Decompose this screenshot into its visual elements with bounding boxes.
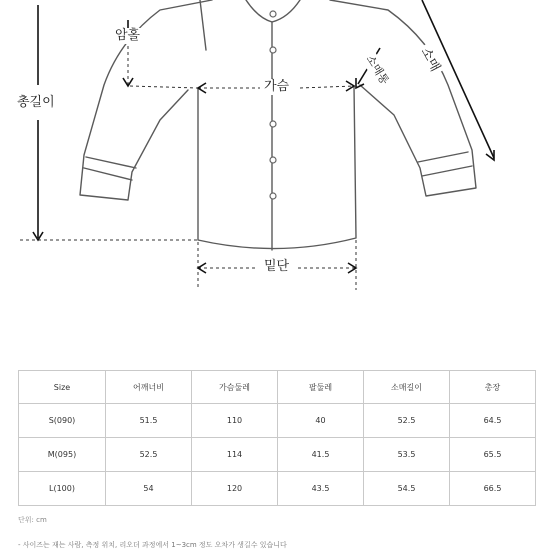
label-hem: 밑단 (261, 259, 292, 275)
size-cell: L(100) (19, 472, 106, 506)
measure-arrows (33, 0, 494, 273)
header-size: Size (19, 371, 106, 404)
size-disclaimer: - 사이즈는 재는 사람, 측정 위치, 리오더 과정에서 1~3cm 정도 오차가 생길수 있습니다 (18, 541, 287, 549)
button-icon (270, 47, 276, 53)
table-header-row (19, 371, 536, 404)
header-sleeve-length: 소매길이 (364, 371, 450, 404)
arm-cell: 40 (278, 404, 364, 438)
button-icon (270, 157, 276, 163)
total-length-cell: 65.5 (450, 438, 536, 472)
label-sleeve: 소매 (415, 43, 444, 78)
arm-cell: 43.5 (278, 472, 364, 506)
buttons (270, 11, 276, 199)
label-sleeve-width: 소매통 (360, 50, 394, 91)
chest-cell: 114 (192, 438, 278, 472)
table-row (19, 438, 536, 472)
measure-guides (20, 40, 356, 290)
left-sleeve-outline (80, 0, 212, 200)
table-row (19, 472, 536, 506)
right-cuff-outline (418, 152, 472, 176)
shoulder-width-cell: 52.5 (106, 438, 192, 472)
total-length-cell: 64.5 (450, 404, 536, 438)
right-sleeve-outline (330, 0, 476, 196)
header-shoulder-width: 어깨너비 (106, 371, 192, 404)
shoulder-width-cell: 51.5 (106, 404, 192, 438)
header-chest: 가슴둘레 (192, 371, 278, 404)
size-cell: S(090) (19, 404, 106, 438)
seam-line (200, 0, 206, 50)
sleeve-length-cell: 54.5 (364, 472, 450, 506)
header-arm: 팔둘레 (278, 371, 364, 404)
shoulder-width-cell: 54 (106, 472, 192, 506)
label-total-length: 총길이 (14, 95, 58, 111)
button-icon (270, 11, 276, 17)
unit-note: 단위: cm (18, 516, 47, 524)
sleeve-length-cell: 53.5 (364, 438, 450, 472)
sleeve-length-cell: 52.5 (364, 404, 450, 438)
header-total-length: 총장 (450, 371, 536, 404)
chest-cell: 120 (192, 472, 278, 506)
body-outline (198, 86, 356, 249)
total-length-cell: 66.5 (450, 472, 536, 506)
label-chest: 가슴 (261, 79, 292, 95)
table-row (19, 404, 536, 438)
arm-cell: 41.5 (278, 438, 364, 472)
button-icon (270, 121, 276, 127)
label-armhole: 암홀 (112, 28, 143, 44)
left-cuff-outline (84, 157, 136, 180)
button-icon (270, 193, 276, 199)
chest-cell: 110 (192, 404, 278, 438)
size-cell: M(095) (19, 438, 106, 472)
size-chart-table (18, 370, 536, 506)
